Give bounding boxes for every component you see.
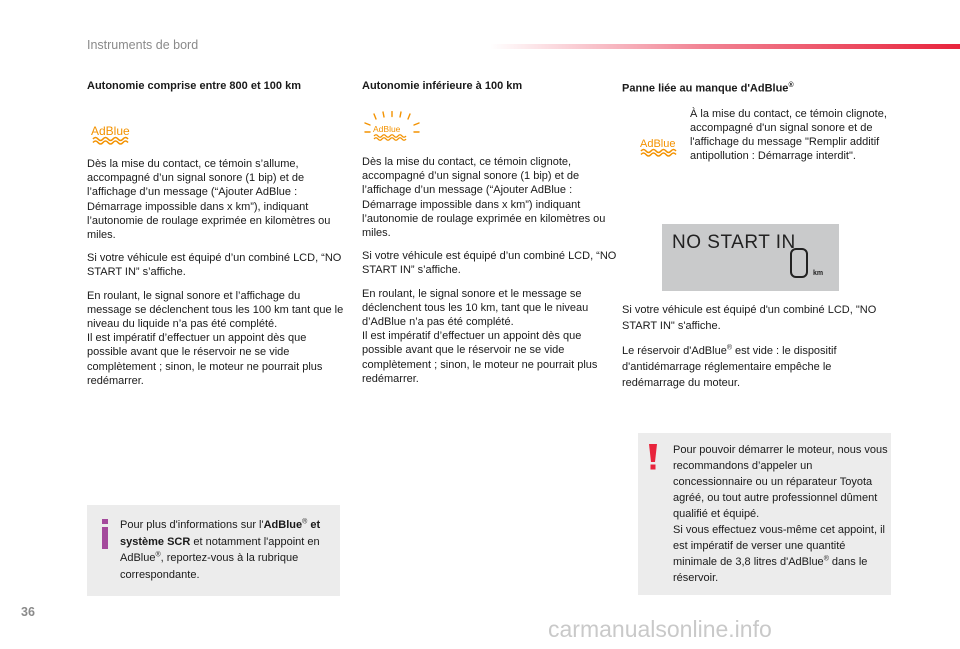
info-icon [97,518,115,550]
adblue-failure-icon [638,132,688,162]
col2-paragraph-1: Dès la mise du contact, ce témoin clignote, accompagné d’un signal sonore (1 bip) et de l’affichage d’un message (“Ajouter AdBlue : Démarrage impossible dans x km”) indiquant l’autonomie de roulage exprimée en kilomètres ou miles. [362,156,606,240]
col1-paragraph-2: Si votre véhicule est équipé d’un combiné LCD, “NO START IN” s’affiche. [87,252,342,279]
header-accent-bar [490,44,960,49]
col3-heading: Panne liée au manque d'AdBlue® [622,82,794,95]
col1-heading: Autonomie comprise entre 800 et 100 km [87,80,301,92]
no-start-display-text: NO START IN [672,231,796,253]
column-range-below-100 [362,78,620,395]
col1-paragraph-3b: Il est impératif d’effectuer un appoint dès que possible avant que le réservoir ne se vide complètement ; sinon, le moteur ne pourrait plus redémarrer. [87,332,323,387]
adblue-warning-icon [87,113,147,147]
col1-paragraph-3 [87,289,345,388]
column-adblue-failure [622,78,897,400]
svg-text:AdBlue: AdBlue [91,124,130,138]
col2-heading: Autonomie inférieure à 100 km [362,80,523,92]
page-header-title: Instruments de bord [87,38,199,52]
display-km-unit: km [813,269,824,277]
col3-paragraph-1: Si votre véhicule est équipé d'un combiné LCD, "NO START IN" s'affiche. [622,303,877,332]
col3-intro-block [622,97,897,189]
col3-paragraph-intro: À la mise du contact, ce témoin clignote, accompagné d'un signal sonore et de l'affichage du message "Remplir additif antipollution : Démarrage interdit". [690,107,887,163]
svg-text:AdBlue: AdBlue [373,124,401,134]
warning-box [638,433,891,595]
warning-exclamation-icon [646,443,660,471]
col1-paragraph-3a: En roulant, le signal sonore et l’affichage du message se déclenchent tous les 100 km tant que le niveau du liquide n’a pas été complété. [87,289,344,331]
svg-text:AdBlue: AdBlue [640,137,676,150]
col3-paragraph-2: Le réservoir d'AdBlue® est vide : le dispositif d'antidémarrage réglementaire empêche le redémarrage du moteur. [622,344,837,389]
col2-paragraph-3 [362,287,620,386]
page-number: 36 [21,605,35,619]
column-range-800-100 [87,78,345,397]
display-zero-digit [790,248,808,278]
warning-box-text: Pour pouvoir démarrer le moteur, nous vous recommandons d’appeler un concessionnaire ou un réparateur Toyota agréé, ou tout autre professionnel dûment qualifié et équipé. Si vous effectuez vous-même cet appoint, il est impératif de verser une quantité minimale de 3,8 litres d'AdBlue® dans le réservoir. [673,444,888,584]
col2-paragraph-2: Si votre véhicule est équipé d’un combiné LCD, “NO START IN” s’affiche. [362,250,617,277]
col1-paragraph-1: Dès la mise du contact, ce témoin s’allume, accompagné d’un signal sonore (1 bip) et de l’affichage d’un message (“Ajouter AdBlue : Démarrage impossible dans x km”), indiquant l’autonomie de roulage exprimée en kilomètres ou miles. [87,158,331,242]
col2-paragraph-3a: En roulant, le signal sonore et le message se déclenchent tous les 10 km, tant que le niveau d’AdBlue n’a pas été complété. [362,287,589,329]
info-box-text: Pour plus d'informations sur l'AdBlue® et système SCR et notamment l'appoint en AdBlue®, reportez-vous à la rubrique correspondante. [120,518,321,581]
watermark: carmanualsonline.info [548,616,772,642]
info-box [87,505,340,596]
adblue-flashing-icon [362,111,422,147]
no-start-display [662,224,839,291]
col2-paragraph-3b: Il est impératif d’effectuer un appoint dès que possible avant que le réservoir ne se vide complètement ; sinon, le moteur ne pourrait plus redémarrer. [362,330,598,385]
